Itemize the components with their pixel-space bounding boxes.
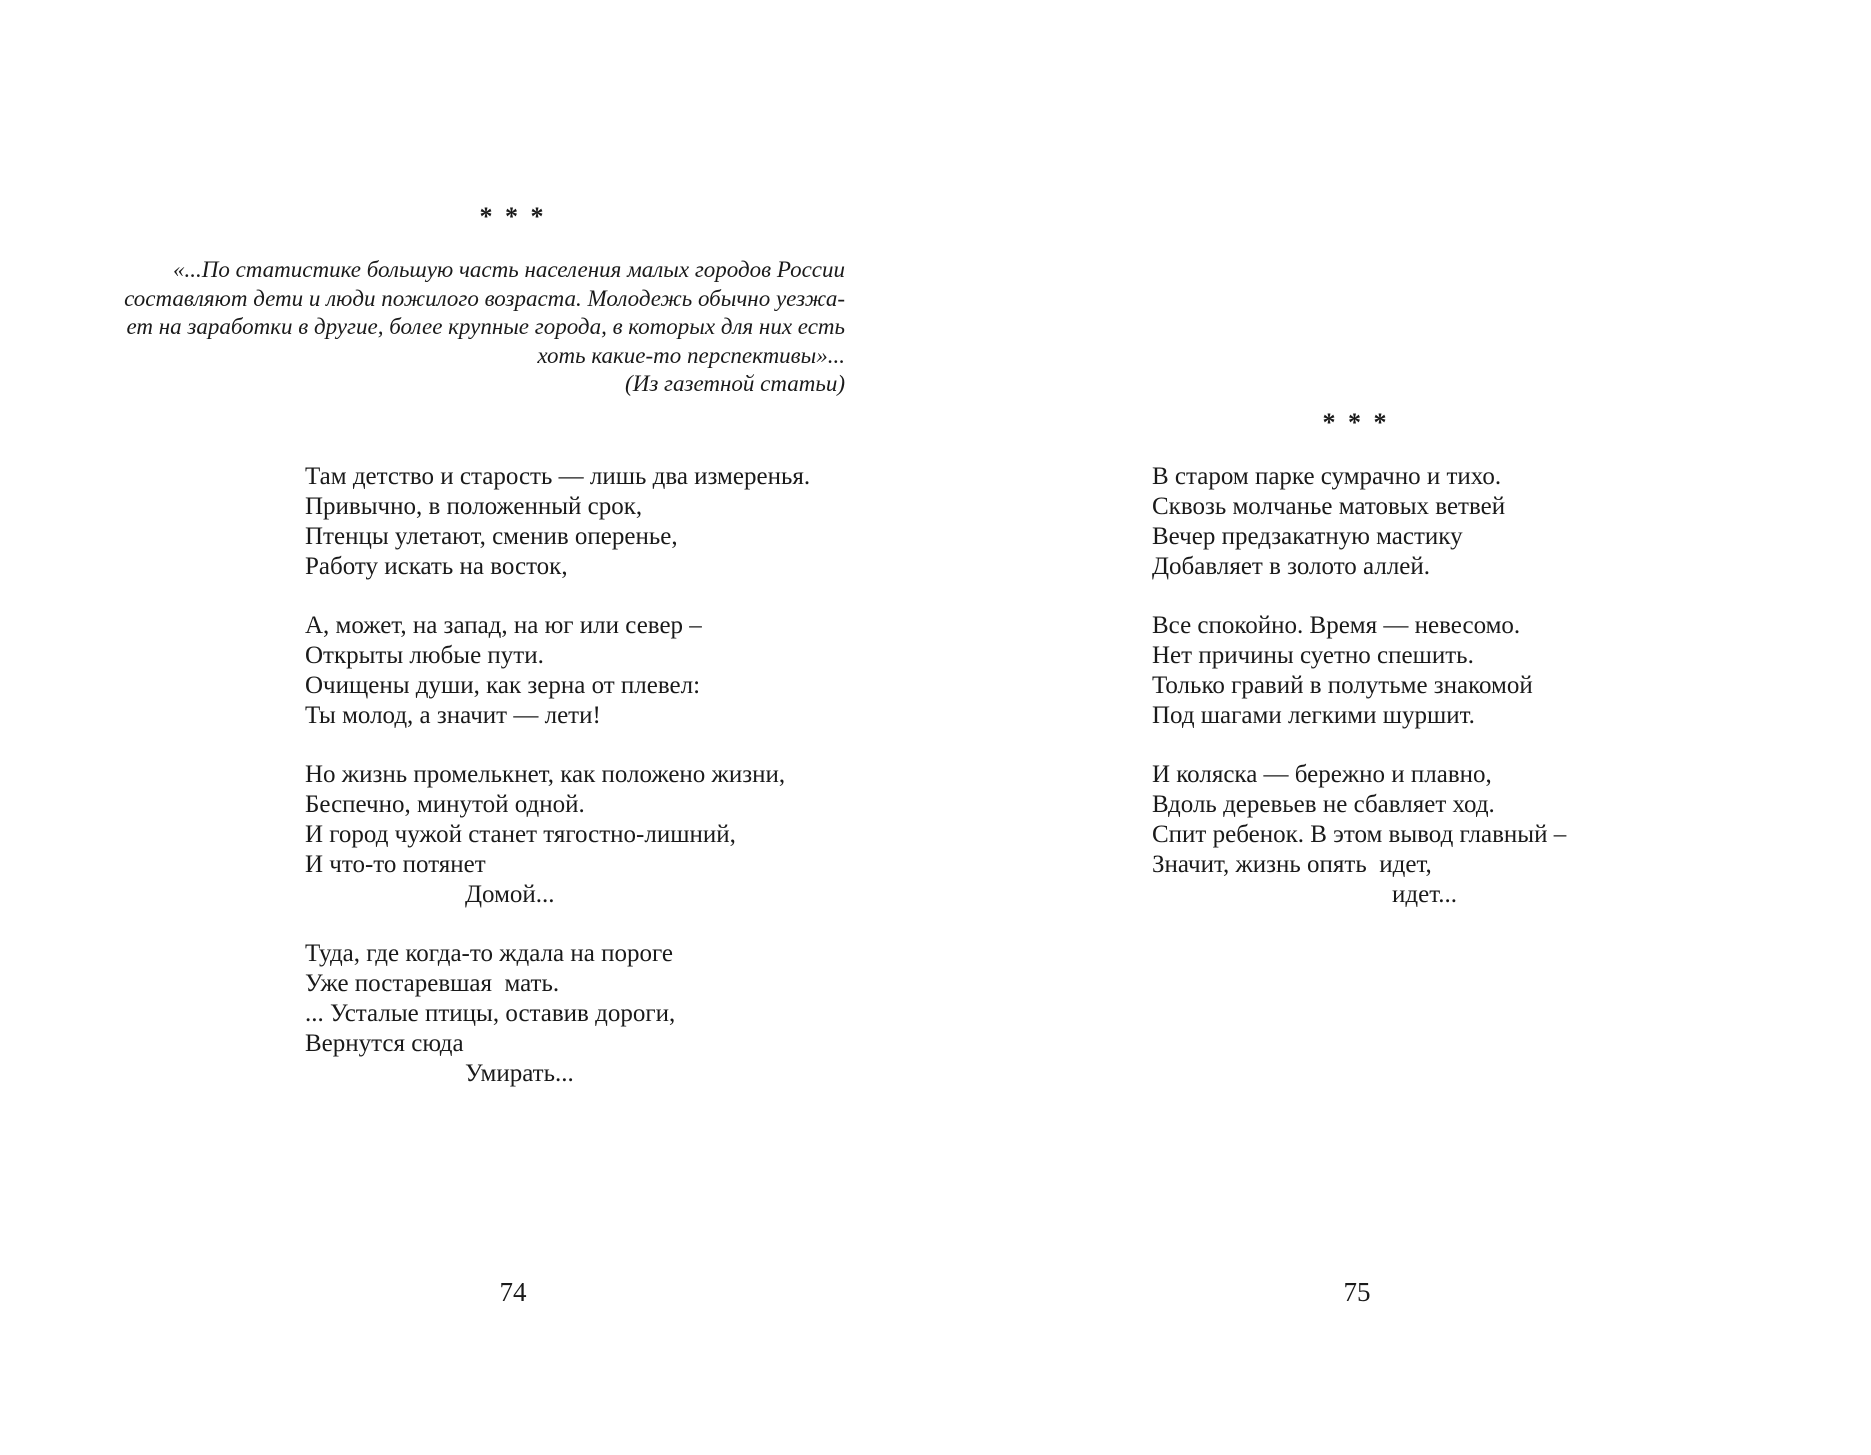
stanza [305, 939, 810, 1089]
poem-line: Привычно, в положенный срок, [305, 493, 643, 520]
poem-line: Там детство и старость — лишь два измеренья. [305, 463, 811, 490]
poem-line: Птенцы улетают, сменив оперенье, [305, 523, 678, 550]
poem-line-indented: идет... [1392, 881, 1457, 908]
epigraph-line: хоть какие-то перспективы»... [537, 342, 845, 368]
poem-line: Работу искать на восток, [305, 553, 568, 580]
poem-line: Очищены души, как зерна от плевел: [305, 672, 701, 699]
asterisks-divider: * * * [1322, 408, 1390, 437]
poem-line: Все спокойно. Время — невесомо. [1152, 612, 1521, 639]
stanza [1152, 462, 1566, 582]
poem-left [305, 462, 810, 1118]
poem-line: Нет причины суетно спешить. [1152, 642, 1474, 669]
poem-line-indented: Домой... [465, 881, 555, 908]
poem-line: Значит, жизнь опять идет, [1152, 851, 1432, 878]
poem-line: Сквозь молчанье матовых ветвей [1152, 493, 1506, 520]
stanza [1152, 611, 1566, 731]
epigraph-line: ет на заработки в другие, более крупные города, в которых для них есть [126, 314, 845, 340]
epigraph [45, 256, 845, 399]
poem-line: Ты молод, а значит — лети! [305, 702, 601, 729]
poem-line: Открыты любые пути. [305, 642, 544, 669]
asterisks-divider: * * * [479, 202, 547, 231]
page-number: 75 [1343, 1277, 1371, 1307]
poem-line: Вернутся сюда [305, 1030, 464, 1057]
stanza [1152, 760, 1566, 910]
stanza [305, 462, 810, 582]
poem-right [1152, 462, 1566, 939]
epigraph-source: (Из газетной статьи) [625, 371, 845, 397]
poem-line: Уже постаревшая мать. [305, 970, 560, 997]
poem-line: Вечер предзакатную мастику [1152, 523, 1463, 550]
poem-line: А, может, на запад, на юг или север – [305, 612, 702, 639]
poem-line: Спит ребенок. В этом вывод главный – [1152, 821, 1567, 848]
poem-line: Под шагами легкими шуршит. [1152, 702, 1475, 729]
poem-line: ... Усталые птицы, оставив дороги, [305, 1000, 676, 1027]
epigraph-line: составляют дети и люди пожилого возраста. Молодежь обычно уезжа- [124, 285, 845, 311]
stanza [305, 760, 810, 910]
poem-line: Вдоль деревьев не сбавляет ход. [1152, 791, 1495, 818]
poem-line: Но жизнь промелькнет, как положено жизни, [305, 761, 786, 788]
poem-line: Только гравий в полутьме знакомой [1152, 672, 1533, 699]
poem-line: И город чужой станет тягостно-лишний, [305, 821, 736, 848]
page-number: 74 [499, 1277, 527, 1307]
poem-line: В старом парке сумрачно и тихо. [1152, 463, 1502, 490]
poem-line: Беспечно, минутой одной. [305, 791, 585, 818]
poem-line: И что-то потянет [305, 851, 486, 878]
poem-line: И коляска — бережно и плавно, [1152, 761, 1492, 788]
poem-line: Добавляет в золото аллей. [1152, 553, 1431, 580]
stanza [305, 611, 810, 731]
epigraph-line: «...По статистике большую часть населения малых городов России [172, 257, 845, 282]
page-75 [936, 0, 1871, 1455]
poem-line-indented: Умирать... [465, 1060, 574, 1087]
poem-line: Туда, где когда-то ждала на пороге [305, 940, 673, 967]
